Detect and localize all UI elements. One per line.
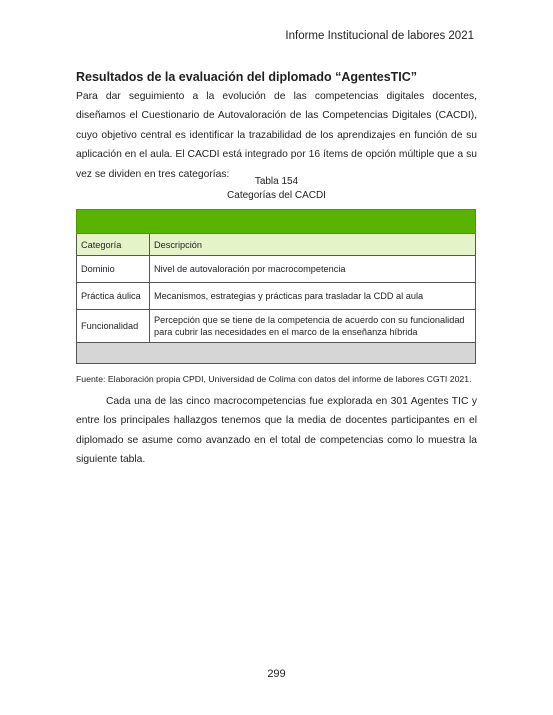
table-header-row [77,234,476,256]
table-row [77,310,476,343]
findings-paragraph: Cada una de las cinco macrocompetencias fue explorada en 301 Agentes TIC y entre los principales hallazgos tenemos que la media de docentes participantes en el diplomado se asume como avanzado en el total de competencias como lo muestra la siguiente tabla. [76,396,477,466]
categories-table [76,209,476,364]
column-header-category: Categoría [77,234,150,256]
table-source-note: Fuente: Elaboración propia CPDI, Universidad de Colima con datos del informe de labores CGTI 2021. [76,374,472,384]
table-row [77,256,476,283]
page-number: 299 [267,668,286,680]
table-caption-number: Tabla 154 [254,176,299,187]
category-cell: Práctica áulica [77,283,150,310]
description-cell: Percepción que se tiene de la competencia de acuerdo con su funcionalidad para cubrir las necesidades en el marco de la enseñanza híbrida [150,310,476,343]
section-title: Resultados de la evaluación del diplomado “AgentesTIC” [76,70,418,84]
description-cell: Nivel de autovaloración por macrocompetencia [150,256,476,283]
table-caption-title: Categorías del CACDI [227,190,326,201]
category-cell: Dominio [77,256,150,283]
column-header-description: Descripción [150,234,476,256]
table-row [77,283,476,310]
table-top-band [77,210,476,234]
category-cell: Funcionalidad [77,310,150,343]
intro-paragraph: Para dar seguimiento a la evolución de las competencias digitales docentes, diseñamos el Cuestionario de Autovaloración de las Competencias Digitales (CACDI), cuyo objetivo central es identificar la trazabilidad de los aprendizajes en función de su aplicación en el aula. El CACDI está integrado por 16 ítems de opción múltiple que a su vez se dividen en tres categorías: [76,91,477,180]
table-bottom-band [77,343,476,364]
running-header: Informe Institucional de labores 2021 [285,30,474,42]
description-cell: Mecanismos, estrategias y prácticas para trasladar la CDD al aula [150,283,476,310]
